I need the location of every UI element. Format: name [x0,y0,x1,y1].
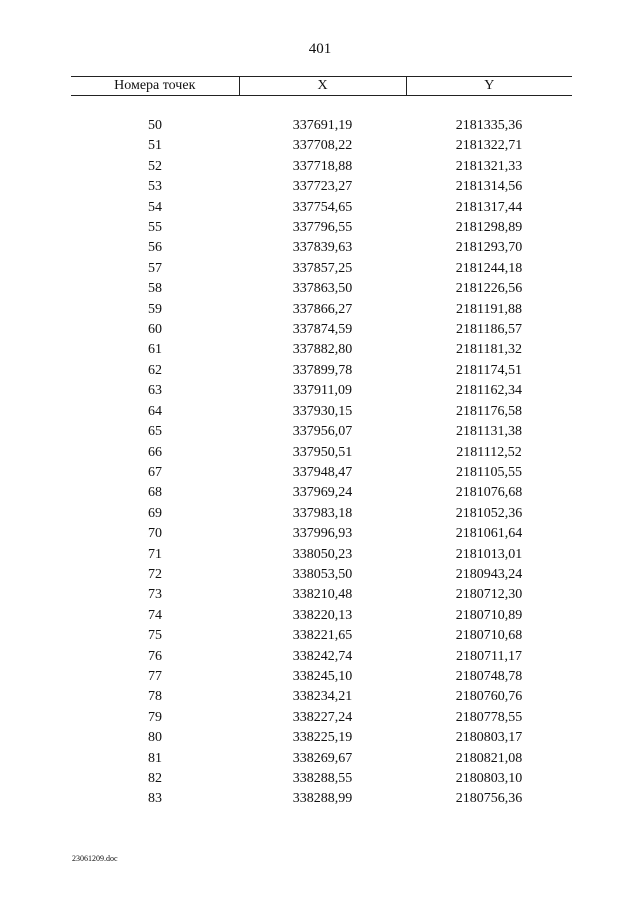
x-coordinate-cell: 338221,65 [292,628,353,644]
y-coordinate-cell: 2180711,17 [456,648,522,664]
point-number-cell: 68 [148,485,162,501]
x-coordinate-cell: 337857,25 [292,260,353,276]
point-number-cell: 63 [148,383,162,399]
y-coordinate-cell: 2181317,44 [455,199,523,215]
x-coordinate-cell: 337948,47 [292,464,353,480]
y-coordinate-cell: 2181112,52 [456,444,522,460]
point-number-cell: 83 [148,791,162,807]
x-coordinate-cell: 338245,10 [292,668,353,684]
point-number-cell: 77 [148,668,162,684]
table-row [71,687,572,707]
point-number-cell: 80 [148,730,162,746]
x-coordinate-cell: 337956,07 [292,424,353,440]
x-coordinate-cell: 338053,50 [292,566,353,582]
footer-file-name: 23061209.doc [72,854,118,863]
table-row [71,136,572,156]
point-number-cell: 78 [148,689,162,705]
table-row [71,157,572,177]
y-coordinate-cell: 2180943,24 [455,566,523,582]
table-row [71,708,572,728]
x-coordinate-cell: 337718,88 [292,158,353,174]
table-row [71,340,572,360]
y-coordinate-cell: 2181226,56 [455,281,523,297]
table-row [71,259,572,279]
y-coordinate-cell: 2180821,08 [455,750,523,766]
point-number-cell: 76 [148,648,162,664]
y-coordinate-cell: 2181052,36 [455,505,523,521]
point-number-cell: 60 [148,322,162,338]
y-coordinate-cell: 2180756,36 [455,791,523,807]
point-number-cell: 82 [148,771,162,786]
x-coordinate-cell: 337899,78 [292,362,353,378]
x-coordinate-cell: 337691,19 [292,118,353,133]
table-row [71,545,572,565]
point-number-cell: 53 [148,179,162,195]
x-coordinate-cell: 338227,24 [292,709,353,725]
table-row [71,361,572,381]
y-coordinate-cell: 2181176,58 [456,403,522,419]
table-row [71,381,572,401]
header-x: X [239,77,406,96]
x-coordinate-cell: 337930,15 [292,403,353,419]
point-number-cell: 54 [148,199,162,215]
x-coordinate-cell: 337983,18 [292,505,353,521]
x-coordinate-cell: 337874,59 [292,322,353,338]
table-row [71,524,572,544]
header-y: Y [406,77,572,96]
table-row [71,769,572,789]
x-coordinate-cell: 338225,19 [292,730,353,746]
table-row [71,626,572,646]
table-row [71,116,572,136]
table-row [71,606,572,626]
point-number-cell: 79 [148,709,162,725]
table-row [71,320,572,340]
x-coordinate-cell: 337723,27 [292,179,353,195]
y-coordinate-cell: 2181335,36 [455,118,523,133]
point-number-cell: 50 [148,118,162,133]
point-number-cell: 51 [148,138,162,154]
point-number-cell: 73 [148,587,162,603]
table-row [71,585,572,605]
table-row [71,565,572,585]
table-row [71,483,572,503]
x-coordinate-cell: 337708,22 [292,138,353,154]
point-number-cell: 64 [148,403,162,419]
y-coordinate-cell: 2181181,32 [456,342,522,358]
point-number-cell: 71 [148,546,162,562]
x-coordinate-cell: 338210,48 [292,587,353,603]
point-number-cell: 66 [148,444,162,460]
point-number-cell: 58 [148,281,162,297]
y-coordinate-cell: 2180778,55 [455,709,523,725]
table-row [71,667,572,687]
table-row [71,177,572,197]
header-point-numbers: Номера точек [71,77,239,96]
x-coordinate-cell: 337796,55 [292,220,353,236]
y-coordinate-cell: 2180803,10 [455,771,523,786]
table-row [71,300,572,320]
point-number-cell: 70 [148,526,162,542]
y-coordinate-cell: 2181244,18 [455,260,523,276]
x-coordinate-cell: 337863,50 [292,281,353,297]
point-number-cell: 69 [148,505,162,521]
x-coordinate-cell: 338288,55 [292,771,353,786]
y-coordinate-cell: 2181131,38 [456,424,522,440]
y-coordinate-cell: 2181061,64 [455,526,523,542]
table-body [71,96,572,810]
table-row [71,789,572,809]
table-row [71,422,572,442]
y-coordinate-cell: 2180712,30 [455,587,523,603]
y-coordinate-cell: 2181322,71 [455,138,523,154]
y-coordinate-cell: 2180748,78 [455,668,523,684]
point-number-cell: 72 [148,566,162,582]
point-number-cell: 57 [148,260,162,276]
table-row [71,443,572,463]
x-coordinate-cell: 338269,67 [292,750,353,766]
x-coordinate-cell: 337911,09 [293,383,352,399]
page-number: 401 [308,41,332,57]
y-coordinate-cell: 2181174,51 [456,362,522,378]
coordinates-table [71,76,572,810]
y-coordinate-cell: 2180710,68 [455,628,523,644]
point-number-cell: 62 [148,362,162,378]
y-coordinate-cell: 2181298,89 [455,220,523,236]
y-coordinate-cell: 2181293,70 [455,240,523,256]
point-number-cell: 65 [148,424,162,440]
table-row [71,238,572,258]
y-coordinate-cell: 2181314,56 [455,179,523,195]
table-row [71,504,572,524]
y-coordinate-cell: 2181105,55 [456,464,522,480]
y-coordinate-cell: 2180803,17 [455,730,523,746]
y-coordinate-cell: 2181076,68 [455,485,523,501]
table-row [71,402,572,422]
x-coordinate-cell: 337754,65 [292,199,353,215]
table-row [71,749,572,769]
x-coordinate-cell: 338288,99 [292,791,353,807]
point-number-cell: 52 [148,158,162,174]
y-coordinate-cell: 2181013,01 [455,546,523,562]
y-coordinate-cell: 2180710,89 [455,607,523,623]
x-coordinate-cell: 338220,13 [292,607,353,623]
point-number-cell: 75 [148,628,162,644]
table-row [71,279,572,299]
point-number-cell: 59 [148,301,162,317]
table-header [71,77,572,96]
x-coordinate-cell: 338050,23 [292,546,353,562]
y-coordinate-cell: 2181186,57 [456,322,522,338]
point-number-cell: 61 [148,342,162,358]
point-number-cell: 74 [148,607,162,623]
y-coordinate-cell: 2181191,88 [456,301,522,317]
y-coordinate-cell: 2180760,76 [455,689,523,705]
table-row [71,728,572,748]
x-coordinate-cell: 337996,93 [292,526,353,542]
point-number-cell: 56 [148,240,162,256]
x-coordinate-cell: 337839,63 [292,240,353,256]
x-coordinate-cell: 337969,24 [292,485,353,501]
table-spacer-row [71,96,572,117]
point-number-cell: 55 [148,220,162,236]
y-coordinate-cell: 2181321,33 [455,158,523,174]
point-number-cell: 67 [148,464,162,480]
table-row [71,218,572,238]
y-coordinate-cell: 2181162,34 [456,383,522,399]
table-row [71,198,572,218]
table-row [71,463,572,483]
x-coordinate-cell: 337866,27 [292,301,353,317]
coordinates-table-container [71,76,572,810]
point-number-cell: 81 [148,750,162,766]
x-coordinate-cell: 338234,21 [292,689,353,705]
x-coordinate-cell: 337950,51 [292,444,353,460]
x-coordinate-cell: 338242,74 [292,648,353,664]
x-coordinate-cell: 337882,80 [292,342,353,358]
table-row [71,647,572,667]
